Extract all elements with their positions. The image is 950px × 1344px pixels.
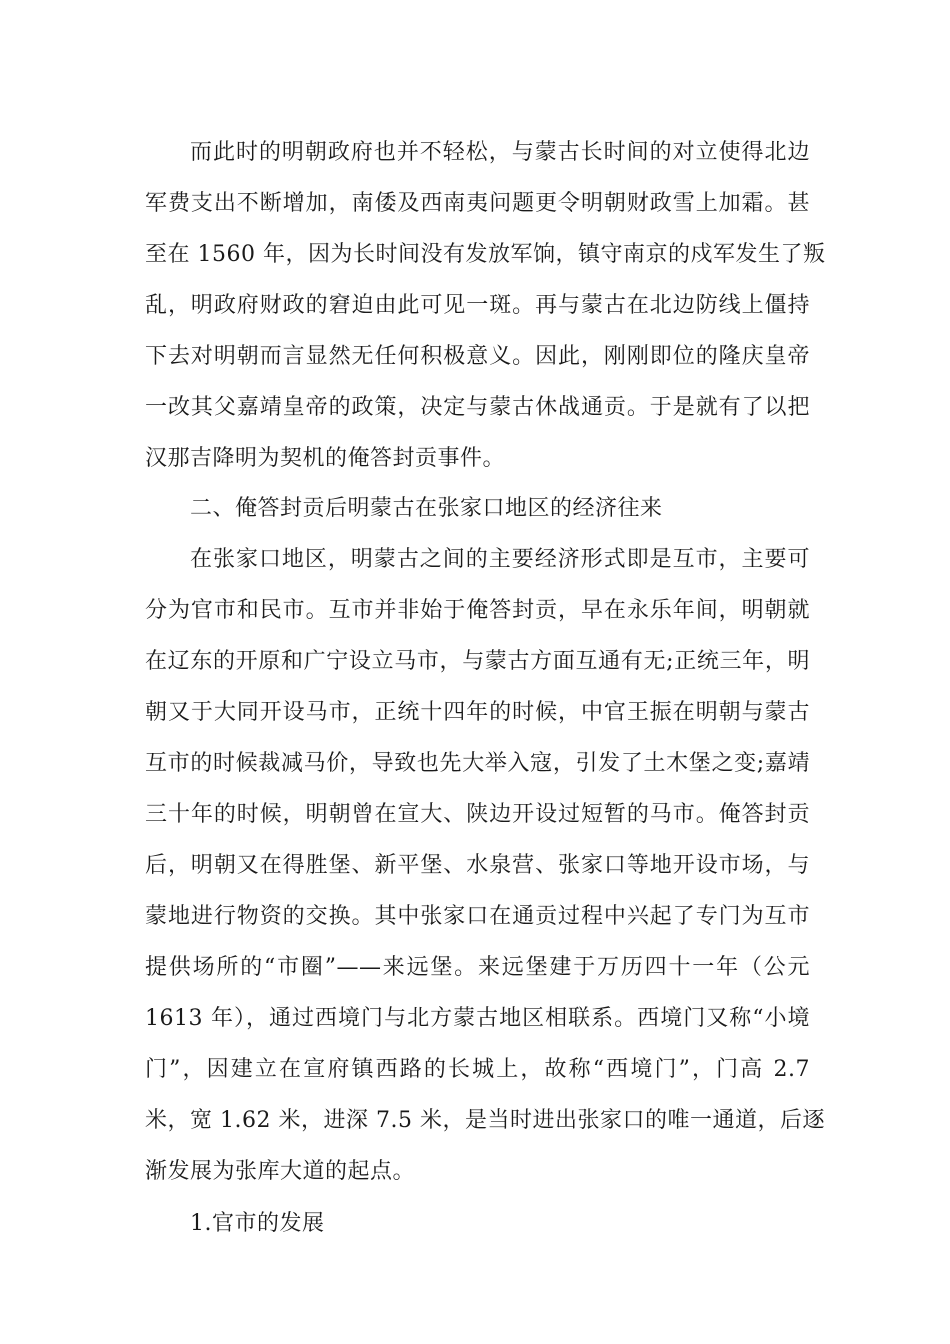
paragraph-1-line-7: 汉那吉降明为契机的俺答封贡事件。: [145, 446, 506, 471]
paragraph-1-line-1: 而此时的明朝政府也并不轻松，与蒙古长时间的对立使得北边: [190, 140, 810, 165]
paragraph-2-line-6: 三十年的时候，明朝曾在宣大、陕边开设过短暂的马市。俺答封贡: [145, 802, 810, 827]
paragraph-1-line-4: 乱，明政府财政的窘迫由此可见一斑。再与蒙古在北边防线上僵持: [145, 293, 810, 318]
paragraph-2-line-7: 后，明朝又在得胜堡、新平堡、水泉营、张家口等地开设市场，与: [145, 853, 810, 878]
paragraph-2-line-8: 蒙地进行物资的交换。其中张家口在通贡过程中兴起了专门为互市: [145, 904, 810, 929]
section-heading: 二、俺答封贡后明蒙古在张家口地区的经济往来: [190, 496, 663, 521]
paragraph-2-line-12: 米，宽 1.62 米，进深 7.5 米，是当时进出张家口的唯一通道，后逐: [145, 1108, 825, 1133]
paragraph-1-line-2: 军费支出不断增加，南倭及西南夷问题更令明朝财政雪上加霜。甚: [145, 191, 810, 216]
paragraph-2-line-4: 朝又于大同开设马市，正统十四年的时候，中官王振在明朝与蒙古: [145, 700, 810, 725]
paragraph-2-line-10: 1613 年），通过西境门与北方蒙古地区相联系。西境门又称“小境: [145, 1006, 810, 1031]
paragraph-2-line-13: 渐发展为张库大道的起点。: [145, 1159, 416, 1184]
paragraph-2-line-1: 在张家口地区，明蒙古之间的主要经济形式即是互市，主要可: [190, 547, 810, 572]
paragraph-1-line-6: 一改其父嘉靖皇帝的政策，决定与蒙古休战通贡。于是就有了以把: [145, 395, 810, 420]
paragraph-1-line-3: 至在 1560 年，因为长时间没有发放军饷，镇守南京的戍军发生了叛: [145, 242, 826, 267]
paragraph-2-line-9: 提供场所的“市圈”——来远堡。来远堡建于万历四十一年（公元: [145, 955, 810, 980]
paragraph-2-line-2: 分为官市和民市。互市并非始于俺答封贡，早在永乐年间，明朝就: [145, 598, 810, 623]
paragraph-2-line-3: 在辽东的开原和广宁设立马市，与蒙古方面互通有无;正统三年，明: [145, 649, 810, 674]
paragraph-2-line-11: 门”，因建立在宣府镇西路的长城上，故称“西境门”，门高 2.7: [145, 1057, 810, 1082]
paragraph-2-line-5: 互市的时候裁减马价，导致也先大举入寇，引发了土木堡之变;嘉靖: [145, 751, 810, 776]
paragraph-1-line-5: 下去对明朝而言显然无任何积极意义。因此，刚刚即位的隆庆皇帝: [145, 344, 810, 369]
subsection-heading: 1.官市的发展: [190, 1211, 325, 1236]
